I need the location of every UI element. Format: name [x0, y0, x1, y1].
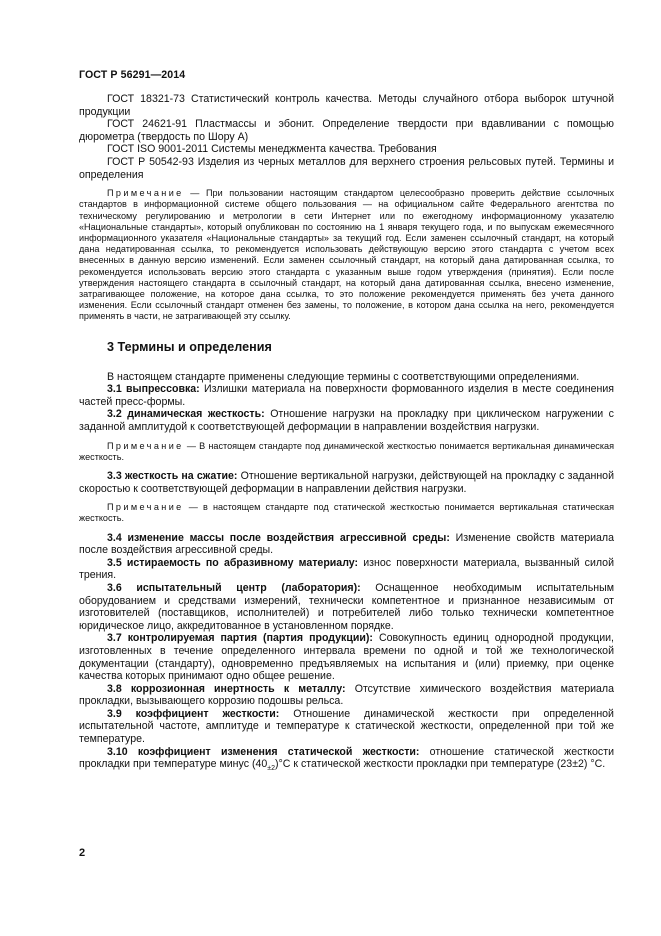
note-label: Примечание	[107, 188, 184, 199]
term-name: 3.7 контролируемая партия (партия продукции):	[107, 632, 373, 645]
note-label: Примечание	[107, 440, 184, 451]
term-def-cont: )°С к статической жесткости прокладки при температуре (23±2) °С.	[275, 758, 606, 771]
term-name: 3.9 коэффициент жесткости:	[107, 707, 280, 720]
note-text: — в настоящем стандарте под статической жесткостью понимается вертикальная статическая жесткость.	[79, 502, 614, 524]
term-name: 3.2 динамическая жесткость:	[107, 408, 265, 421]
term-name: 3.3 жесткость на сжатие:	[107, 469, 238, 482]
term-definition	[79, 683, 614, 708]
note-text: — При пользовании настоящим стандартом целесообразно проверить действие ссылочных стандартов в информационной системе общего пользования — на официальном сайте Федерального агентства по техническому регулированию и метрологии в сети Интернет или по ежегодному информационному указателю «Национальные стандарты», который опубликован по состоянию на 1 января текущего года, и по выпускам ежемесячного информационного указателя «Национальные стандарты» за текущий год. Если заменен ссылочный стандарт, на который дана недатированная ссылка, то рекомендуется использовать действующую версию этого стандарта с учетом всех внесенных в данную версию изменений. Если заменен ссылочный стандарт, на который дана датированная ссылка, то рекомендуется использовать версию этого стандарта с указанным выше годом утверждения (принятия). Если после утверждения настоящего стандарта в ссылочный стандарт, на который дана датированная ссылка, внесено изменение, затрагивающее положение, на которое дана ссылка, то это положение рекомендуется применять без учета данного изменения. Если ссылочный стандарт отменен без замены, то положение, в котором дана ссылка на него, рекомендуется применять в части, не затрагивающей эту ссылку.	[79, 188, 614, 322]
document-header: ГОСТ Р 56291—2014	[79, 69, 186, 81]
term-name: 3.6 испытательный центр (лаборатория):	[107, 581, 361, 594]
term-def: износ поверхности материала, вызванный силой трения.	[79, 556, 614, 582]
section-heading: 3 Термины и определения	[107, 339, 272, 354]
reference-item: ГОСТ ISO 9001-2011 Системы менеджмента качества. Требования	[107, 143, 437, 156]
reference-item: ГОСТ Р 50542-93 Изделия из черных металлов для верхнего строения рельсовых путей. Термины и определения	[79, 155, 614, 181]
document-body	[79, 93, 614, 776]
term-definition	[79, 383, 614, 408]
term-definition	[79, 746, 614, 776]
term-definition	[79, 582, 614, 632]
section-intro: В настоящем стандарте применены следующие термины с соответствующими определениями.	[107, 370, 580, 383]
tolerance-subscript: ±2	[267, 765, 276, 773]
term-name: 3.10 коэффициент изменения статической жесткости:	[107, 745, 420, 758]
term-def: Отношение динамической жесткости при определенной испытательной частоте, амплитуде и температуре к статической жесткости, определенной при той же температуре.	[79, 707, 614, 746]
term-definition	[79, 557, 614, 582]
term-def: Совокупность единиц однородной продукции, изготовленных в течение определенного интервала времени по одной и той же технологической документации (стандарту), одновременно предъявляемых на испытания и (или) приемку, при оценке качества которых принимают одно общее решение.	[79, 632, 615, 683]
reference-item: ГОСТ 24621-91 Пластмассы и эбонит. Определение твердости при вдавливании с помощью дюрометра (твердость по Шору А)	[79, 118, 614, 143]
term-name: 3.5 истираемость по абразивному материалу:	[107, 556, 359, 569]
term-def: Отношение нагрузки на прокладку при циклическом нагружении с заданной амплитудой к соответствующей деформации в направлении воздействия нагрузки.	[79, 408, 614, 433]
term-def: отношение статической жесткости прокладки при температуре минус (40	[79, 745, 614, 771]
page-number: 2	[79, 847, 86, 859]
term-definition	[79, 470, 614, 495]
term-def: Отношение вертикальной нагрузки, действующей на прокладку с заданной скоростью к соответствующей деформации в направлении действия нагрузки.	[79, 469, 614, 495]
term-note	[79, 441, 614, 463]
term-name: 3.8 коррозионная инертность к металлу:	[107, 682, 346, 695]
term-def: Изменение свойств материала после воздействия агрессивной среды.	[79, 531, 614, 557]
note-label: Примечание	[107, 502, 184, 513]
term-definition	[79, 708, 614, 746]
term-name: 3.4 изменение массы после воздействия агрессивной среды:	[107, 531, 450, 544]
term-def: Излишки материала на поверхности формованного изделия в месте соединения частей пресс-формы.	[79, 383, 615, 408]
term-note	[79, 502, 614, 524]
note-text: — В настоящем стандарте под динамической жесткостью понимается вертикальная динамическая жесткость.	[79, 440, 614, 462]
reference-item: ГОСТ 18321-73 Статистический контроль качества. Методы случайного отбора выборок штучной продукции	[79, 93, 614, 118]
term-definition	[79, 632, 614, 682]
term-definition	[79, 532, 614, 557]
term-name: 3.1 выпрессовка:	[107, 383, 200, 396]
term-def: Отсутствие химического воздействия материала прокладки, вызывающего коррозию подошвы рельса.	[79, 682, 614, 708]
term-definition	[79, 408, 614, 433]
references-note	[79, 188, 614, 322]
term-def: Оснащенное необходимым испытательным оборудованием и средствами измерений, технически компетентное и признанное независимым от изготовителей (поставщиков, исполнителей) и потребителей либо только технически компетентное юридическое лицо, аккредитованное в установленном порядке.	[79, 581, 614, 632]
